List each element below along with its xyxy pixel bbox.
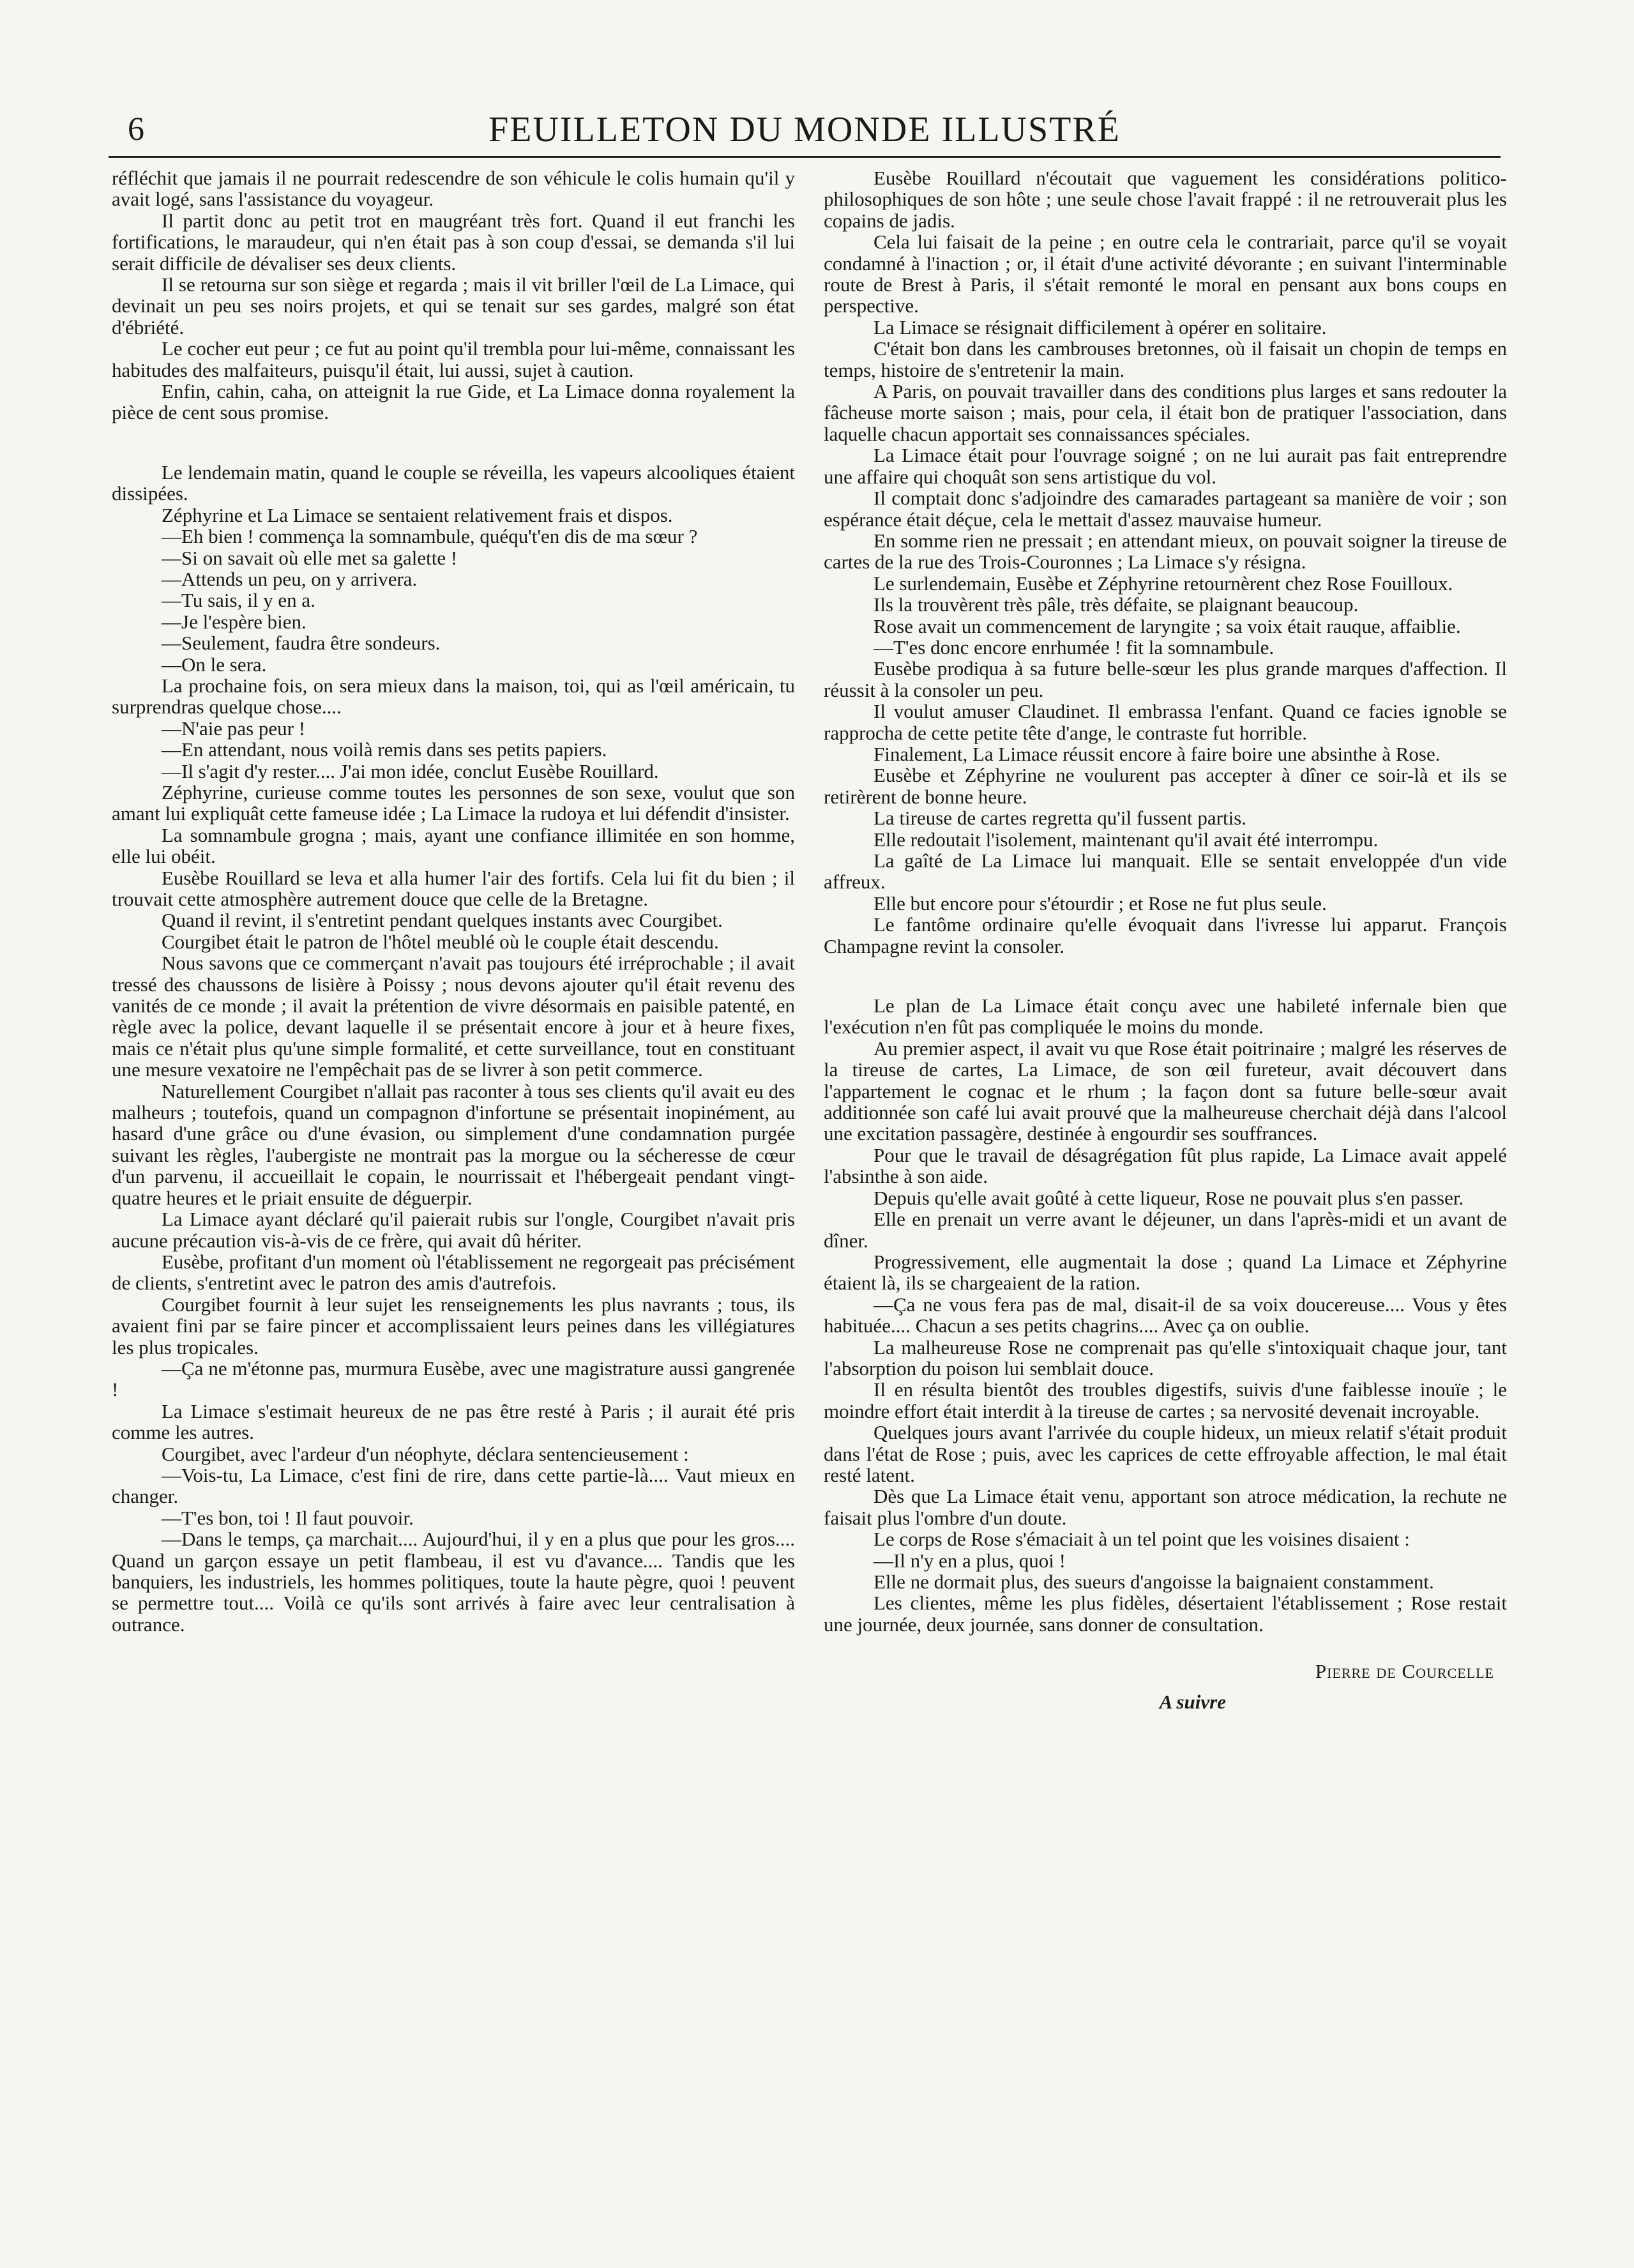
paragraph: En somme rien ne pressait ; en attendant mieux, on pouvait soigner la tireuse de cartes de la rue des Trois-Couronnes ; La Limace s'y résigna. [824,529,1507,574]
paragraph: Courgibet fournit à leur sujet les renseignements les plus navrants ; tous, ils avaient fini par se faire pincer et accomplissaient leurs peines dans les villégiatures les plus tropicales. [112,1293,795,1359]
paragraph: C'était bon dans les cambrouses bretonnes, où il faisait un chopin de temps en temps, histoire de s'entretenir la main. [824,337,1507,381]
right-column [824,167,1507,2135]
paragraph: —Il s'agit d'y rester.... J'ai mon idée, conclut Eusèbe Rouillard. [162,759,659,782]
paragraph: Il partit donc au petit trot en maugréant très fort. Quand il eut franchi les fortifications, le maraudeur, qui n'en était pas à son coup d'essai, se demanda s'il lui serait difficile de dévaliser ses deux clients. [112,209,795,275]
paragraph: La Limace se résignait difficilement à opérer en solitaire. [874,316,1327,339]
paragraph: Progressivement, elle augmentait la dose ; quand La Limace et Zéphyrine étaient là, ils se chargeaient de la ration. [824,1250,1507,1295]
paragraph: —Tu sais, il y en a. [162,589,315,612]
to-be-continued: A suivre [1159,1690,1226,1713]
left-column [112,167,795,2135]
paragraph: La malheureuse Rose ne comprenait pas qu'elle s'intoxiquait chaque jour, tant l'absorption du poison lui semblait douce. [824,1336,1507,1380]
paragraph: —N'aie pas peur ! [162,717,306,740]
paragraph: La Limace s'estimait heureux de ne pas être resté à Paris ; il aurait été pris comme les autres. [112,1399,795,1444]
paragraph: —Vois-tu, La Limace, c'est fini de rire, dans cette partie-là.... Vaut mieux en changer. [112,1463,795,1508]
paragraph: Rose avait un commencement de laryngite ; sa voix était rauque, affaiblie. [874,614,1461,637]
section-break [824,957,1507,995]
paragraph: Eusèbe Rouillard n'écoutait que vaguement les considérations politico-philosophiques de son hôte ; une seule chose l'avait frappé : il ne retrouverait plus les copains de jadis. [824,167,1507,232]
paragraph: Pour que le travail de désagrégation fût plus rapide, La Limace avait appelé l'absinthe à son aide. [824,1143,1507,1188]
paragraph: Elle en prenait un verre avant le déjeuner, un dans l'après-midi et un avant de dîner. [824,1208,1507,1252]
paragraph: —T'es bon, toi ! Il faut pouvoir. [162,1506,414,1529]
section-break [112,423,795,462]
paragraph: Nous savons que ce commerçant n'avait pas toujours été irréprochable ; il avait tressé des chaussons de lisière à Poissy ; nous devons ajouter qu'il était revenu des vanités de ce monde ; il avait la prétention de vivre désormais en paisible patenté, en règle avec la police, devant laquelle il se présentait encore à jour et à heure fixes, mais ce n'était plus qu'une simple formalité, et cette surveillance, tout en constituant une mesure vexatoire ne l'empêchait pas de se livrer à son petit commerce. [112,952,795,1081]
paragraph: Eusèbe prodiqua à sa future belle-sœur les plus grande marques d'affection. Il réussit à la consoler un peu. [824,657,1507,701]
paragraph: —Ça ne vous fera pas de mal, disait-il de sa voix doucereuse.... Vous y êtes habituée.... Chacun a ses petits chagrins.... Avec ça on oublie. [824,1293,1507,1337]
paragraph: La Limace était pour l'ouvrage soigné ; on ne lui aurait pas fait entreprendre une affaire qui choquât son sens artistique du vol. [824,444,1507,488]
paragraph: La gaîté de La Limace lui manquait. Elle se sentait enveloppée d'un vide affreux. [824,849,1507,894]
paragraph: —Dans le temps, ça marchait.... Aujourd'hui, il y en a plus que pour les gros.... Quand un garçon essaye un petit flambeau, il est vu d'avance.... Tandis que les banquiers, les industriels, les hommes politiques, toute la haute pègre, quoi ! peuvent se permettre tout.... Voilà ce qu'ils sont arrivés à faire avec leur centralisation à outrance. [112,1528,795,1636]
author-signature: Pierre de Courcelle [1315,1660,1494,1683]
paragraph: La tireuse de cartes regretta qu'il fussent partis. [874,807,1247,830]
paragraph: Zéphyrine, curieuse comme toutes les personnes de son sexe, voulut que son amant lui expliquât cette fameuse idée ; La Limace la rudoya et lui défendit d'insister. [112,780,795,825]
paragraph: Il comptait donc s'adjoindre des camarades partageant sa manière de voir ; son espérance était déçue, cela le mettait d'assez mauvaise humeur. [824,487,1507,531]
paragraph: Depuis qu'elle avait goûté à cette liqueur, Rose ne pouvait plus s'en passer. [874,1186,1464,1209]
header-rule [109,156,1501,158]
paragraph: Elle but encore pour s'étourdir ; et Rose ne fut plus seule. [874,892,1327,915]
paragraph: Il en résulta bientôt des troubles digestifs, suivis d'une faiblesse inouïe ; le moindre effort était interdit à la tireuse de cartes ; sa nervosité devenait incroyable. [824,1378,1507,1422]
paragraph: Quand il revint, il s'entretint pendant quelques instants avec Courgibet. [162,909,723,932]
paragraph: —Eh bien ! commença la somnambule, quéqu't'en dis de ma sœur ? [162,525,698,548]
paragraph: —Il n'y en a plus, quoi ! [874,1549,1066,1572]
paragraph: Le lendemain matin, quand le couple se réveilla, les vapeurs alcooliques étaient dissipées. [112,460,795,505]
paragraph: —Je l'espère bien. [162,610,306,633]
paragraph: —Attends un peu, on y arrivera. [162,567,418,590]
paragraph: Il se retourna sur son siège et regarda ; mais il vit briller l'œil de La Limace, qui devinait un peu ses noirs projets, et qui se tenait sur ses gardes, malgré son état d'ébriété. [112,273,795,339]
paragraph: réfléchit que jamais il ne pourrait redescendre de son véhicule le colis humain qu'il y avait logé, sans l'assistance du voyageur. [112,167,795,211]
paragraph: Quelques jours avant l'arrivée du couple hideux, un mieux relatif s'était produit dans l'état de Rose ; puis, avec les caprices de cette effroyable affection, le mal était resté latent. [824,1421,1507,1486]
paragraph: Enfin, cahin, caha, on atteignit la rue Gide, et La Limace donna royalement la pièce de cent sous promise. [112,380,795,424]
journal-title: FEUILLETON DU MONDE ILLUSTRÉ [488,110,1121,149]
paragraph: —On le sera. [162,653,267,676]
paragraph: La Limace ayant déclaré qu'il paierait rubis sur l'ongle, Courgibet n'avait pris aucune précaution vis-à-vis de ce frère, qui avait dû hériter. [112,1208,795,1252]
paragraph: Cela lui faisait de la peine ; en outre cela le contrariait, parce qu'il se voyait condamné à l'inaction ; or, il était d'une activité dévorante ; en suivant l'interminable route de Brest à Paris, il s'était remonté le moral en pensant aux bons coups en perspective. [824,231,1507,317]
paragraph: Naturellement Courgibet n'allait pas raconter à tous ses clients qu'il avait eu des malheurs ; toutefois, quand un compagnon d'infortune se présentait inopinément, au hasard d'une grâce ou d'une évasion, ou simplement d'une condamnation purgée suivant les règles, l'aubergiste ne montrait pas la morgue ou la sécheresse de cœur d'un parvenu, il accueillait le copain, le nourrissait et l'hébergeait pendant vingt-quatre heures et le priait ensuite de déguerpir. [112,1079,795,1209]
paragraph: Eusèbe et Zéphyrine ne voulurent pas accepter à dîner ce soir-là et ils se retirèrent de bonne heure. [824,764,1507,808]
paragraph: —Si on savait où elle met sa galette ! [162,546,458,569]
paragraph: Il voulut amuser Claudinet. Il embrassa l'enfant. Quand ce facies ignoble se rapprocha de cette petite tête d'ange, le contraste fut horrible. [824,700,1507,744]
paragraph: Zéphyrine et La Limace se sentaient relativement frais et dispos. [162,503,673,526]
page-number: 6 [128,111,144,148]
paragraph: Finalement, La Limace réussit encore à faire boire une absinthe à Rose. [874,742,1441,765]
page-header [109,107,1501,152]
paragraph: Le surlendemain, Eusèbe et Zéphyrine retournèrent chez Rose Fouilloux. [874,572,1453,595]
paragraph: —T'es donc encore enrhumée ! fit la somnambule. [874,635,1275,658]
paragraph: La somnambule grogna ; mais, ayant une confiance illimitée en son homme, elle lui obéit. [112,823,795,868]
paragraph: —Seulement, faudra être sondeurs. [162,632,441,655]
paragraph: Elle ne dormait plus, des sueurs d'angoisse la baignaient constamment. [874,1571,1434,1593]
paragraph: Le plan de La Limace était conçu avec une habileté infernale bien que l'exécution n'en fût pas compliquée le moins du monde. [824,994,1507,1039]
paragraph: Eusèbe Rouillard se leva et alla humer l'air des fortifs. Cela lui fit du bien ; il trouvait cette atmosphère autrement douce que celle de la Bretagne. [112,866,795,910]
paragraph: Ils la trouvèrent très pâle, très défaite, se plaignant beaucoup. [874,593,1359,616]
paragraph: Elle redoutait l'isolement, maintenant qu'il avait été interrompu. [874,828,1379,851]
paragraph: A Paris, on pouvait travailler dans des conditions plus larges et sans redouter la fâcheuse morte saison ; mais, pour cela, il était bon de pratiquer l'association, dans laquelle chacun apportait ses connaissances spéciales. [824,380,1507,445]
paragraph: Le cocher eut peur ; ce fut au point qu'il trembla pour lui-même, connaissant les habitudes des malfaiteurs, puisqu'il était, lui aussi, sujet à caution. [112,337,795,381]
paragraph: Le corps de Rose s'émaciait à un tel point que les voisines disaient : [874,1528,1410,1551]
paragraph: —En attendant, nous voilà remis dans ses petits papiers. [162,738,607,761]
paragraph: —Ça ne m'étonne pas, murmura Eusèbe, avec une magistrature aussi gangrenée ! [112,1357,795,1401]
paragraph: Courgibet, avec l'ardeur d'un néophyte, déclara sentencieusement : [162,1442,689,1465]
paragraph: Dès que La Limace était venu, apportant son atroce médication, la rechute ne faisait plus l'ombre d'un doute. [824,1485,1507,1529]
paragraph: Les clientes, même les plus fidèles, désertaient l'établissement ; Rose restait une journée, deux journée, sans donner de consultation. [824,1592,1507,1636]
paragraph: Au premier aspect, il avait vu que Rose était poitrinaire ; malgré les réserves de la tireuse de cartes, La Limace, de son œil fureteur, avait découvert dans l'appartement le cognac et le rhum ; la façon dont sa future belle-sœur avait additionnée son café lui avait prouvé que la malheureuse cherchait déjà dans l'alcool une excitation passagère, destinée à engourdir ses souffrances. [824,1037,1507,1145]
paragraph: La prochaine fois, on sera mieux dans la maison, toi, qui as l'œil américain, tu surprendras quelque chose.... [112,674,795,719]
paragraph: Eusèbe, profitant d'un moment où l'établissement ne regorgeait pas précisément de clients, s'entretint avec le patron des amis d'autrefois. [112,1250,795,1295]
paragraph: Courgibet était le patron de l'hôtel meublé où le couple était descendu. [162,930,719,953]
paragraph: Le fantôme ordinaire qu'elle évoquait dans l'ivresse lui apparut. François Champagne revint la consoler. [824,913,1507,957]
